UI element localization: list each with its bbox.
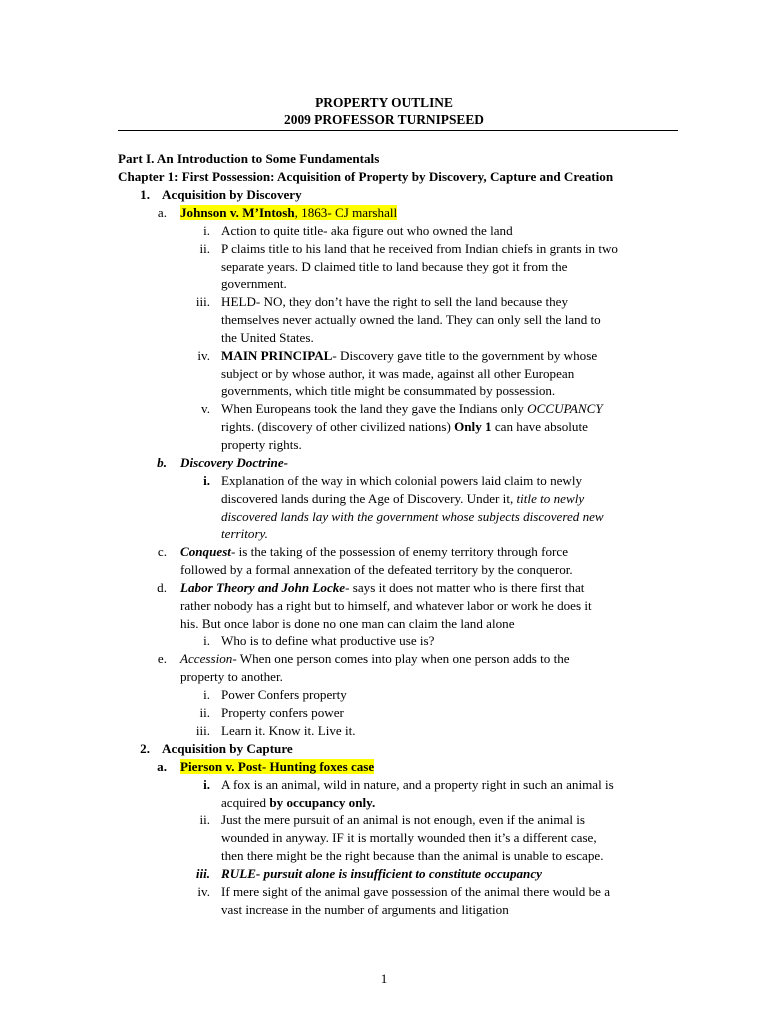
- paragraph-line: [180, 543, 568, 561]
- list-marker: e.: [157, 651, 167, 666]
- paragraph-line: [180, 650, 570, 668]
- list-marker: v.: [201, 401, 210, 416]
- list-item-text: wounded in anyway. IF it is mortally wounded then it’s a different case,: [221, 830, 597, 845]
- list-marker: ii.: [199, 705, 210, 720]
- list-marker: ii.: [199, 241, 210, 256]
- text-span: can have absolute: [491, 419, 588, 434]
- term-label: Accession: [180, 651, 233, 666]
- emphasis-text: title to newly: [516, 491, 585, 506]
- list-item-text: Property confers power: [221, 705, 344, 720]
- list-item-text: [221, 418, 588, 436]
- text-span: When Europeans took the land they gave the Indians only: [221, 401, 528, 416]
- list-item-text: separate years. D claimed title to land because they got it from the: [221, 259, 568, 274]
- list-item-text: then there might be the right because than the animal is unable to escape.: [221, 848, 604, 863]
- case-heading: [180, 204, 397, 222]
- list-marker: i.: [203, 223, 210, 238]
- list-item-text: [221, 794, 375, 812]
- list-marker: i.: [203, 777, 210, 792]
- list-marker: ii.: [199, 812, 210, 827]
- principle-label: MAIN PRINCIPAL: [221, 348, 333, 363]
- bold-text: Only 1: [454, 419, 492, 434]
- term-label: Labor Theory and John Locke: [180, 580, 346, 595]
- list-item-text: A fox is an animal, wild in nature, and a property right in such an animal is: [221, 777, 614, 792]
- list-item-text: Who is to define what productive use is?: [221, 633, 435, 648]
- chapter-heading: Chapter 1: First Possession: Acquisition of Property by Discovery, Capture and Creation: [118, 169, 614, 184]
- list-marker: a.: [157, 759, 167, 774]
- list-item-text: territory.: [221, 526, 268, 541]
- list-item-text: discovered lands lay with the government whose subjects discovered new: [221, 509, 604, 524]
- page-number: 1: [380, 971, 388, 986]
- list-item-text: vast increase in the number of arguments and litigation: [221, 902, 509, 917]
- paragraph-line: [180, 579, 584, 597]
- paragraph-line: rather nobody has a right but to himself, and whatever labor or work he does it: [180, 598, 592, 613]
- section-number: 2.: [140, 741, 150, 756]
- paragraph-line: property to another.: [180, 669, 283, 684]
- principle-text: - Discovery gave title to the government by whose: [332, 348, 598, 363]
- header-rule: [118, 130, 678, 131]
- list-item-text: [221, 490, 584, 508]
- document-subtitle: 2009 PROFESSOR TURNIPSEED: [284, 112, 484, 127]
- list-marker: b.: [157, 455, 167, 470]
- list-item-text: [221, 347, 597, 365]
- list-marker: iv.: [197, 348, 210, 363]
- case-name: Johnson v. M’Intosh: [180, 205, 295, 220]
- list-marker: d.: [157, 580, 167, 595]
- list-item-text: Learn it. Know it. Live it.: [221, 723, 356, 738]
- bold-text: by occupancy only.: [269, 795, 376, 810]
- list-marker: i.: [203, 473, 210, 488]
- list-item-text: Just the mere pursuit of an animal is not enough, even if the animal is: [221, 812, 585, 827]
- emphasis-text: OCCUPANCY: [527, 401, 603, 416]
- rule-statement: RULE- pursuit alone is insufficient to constitute occupancy: [221, 866, 542, 881]
- section-title: Acquisition by Capture: [162, 741, 293, 756]
- paragraph-line: his. But once labor is done no one man can claim the land alone: [180, 616, 515, 631]
- case-detail: , 1863- CJ marshall: [294, 205, 398, 220]
- section-number: 1.: [140, 187, 150, 202]
- term-label: Conquest: [180, 544, 231, 559]
- text-span: - says it does not matter who is there first that: [345, 580, 585, 595]
- list-item-text: Action to quite title- aka figure out who owned the land: [221, 223, 513, 238]
- list-item-text: government.: [221, 276, 287, 291]
- text-span: - is the taking of the possession of enemy territory through force: [230, 544, 569, 559]
- list-marker: iii.: [195, 723, 210, 738]
- case-heading: [180, 758, 374, 776]
- list-item-text: P claims title to his land that he received from Indian chiefs in grants in two: [221, 241, 618, 256]
- part-heading: Part I. An Introduction to Some Fundamentals: [118, 151, 380, 166]
- list-marker: i.: [203, 633, 210, 648]
- list-item-text: subject or by whose author, it was made, against all other European: [221, 366, 575, 381]
- list-marker: iii.: [195, 294, 210, 309]
- list-marker: iv.: [197, 884, 210, 899]
- text-span: rights. (discovery of other civilized nations): [221, 419, 455, 434]
- list-item-text: the United States.: [221, 330, 314, 345]
- list-marker: iii.: [195, 866, 210, 881]
- case-name: Pierson v. Post- Hunting foxes case: [180, 759, 375, 774]
- document-title: PROPERTY OUTLINE: [315, 95, 453, 110]
- list-marker: c.: [157, 544, 167, 559]
- text-span: discovered lands during the Age of Discovery. Under it,: [221, 491, 517, 506]
- text-span: - When one person comes into play when one person adds to the: [232, 651, 570, 666]
- paragraph-line: followed by a formal annexation of the defeated territory by the conqueror.: [180, 562, 573, 577]
- text-span: acquired: [221, 795, 270, 810]
- list-item-text: themselves never actually owned the land. They can only sell the land to: [221, 312, 601, 327]
- list-item-text: If mere sight of the animal gave possession of the animal there would be a: [221, 884, 611, 899]
- list-item-text: Power Confers property: [221, 687, 347, 702]
- list-item-text: [221, 400, 603, 418]
- list-item-text: governments, which title might be consummated by possession.: [221, 383, 556, 398]
- list-marker: i.: [203, 687, 210, 702]
- list-item-text: HELD- NO, they don’t have the right to sell the land because they: [221, 294, 569, 309]
- list-item-text: property rights.: [221, 437, 302, 452]
- list-marker: a.: [157, 205, 167, 220]
- subsection-title: Discovery Doctrine-: [180, 455, 288, 470]
- list-item-text: Explanation of the way in which colonial powers laid claim to newly: [221, 473, 583, 488]
- section-title: Acquisition by Discovery: [162, 187, 302, 202]
